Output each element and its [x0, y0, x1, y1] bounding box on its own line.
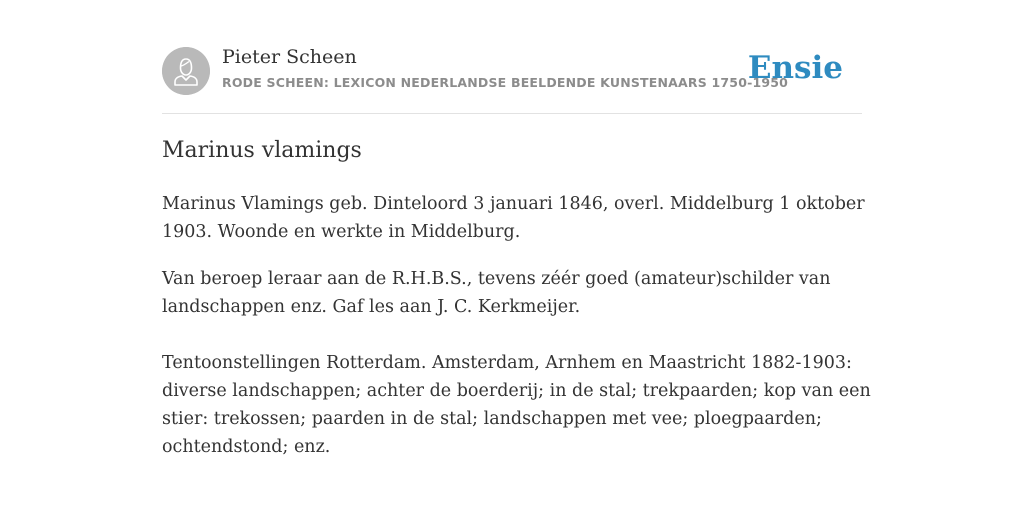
article-paragraph — [162, 190, 865, 246]
ensie-logo[interactable]: Ensie — [747, 50, 843, 86]
article-paragraph — [162, 265, 862, 321]
user-icon[interactable] — [162, 47, 210, 95]
source-title[interactable]: RODE SCHEEN: LEXICON NEDERLANDSE BEELDENDE KUNSTENAARS 1750-1950 — [222, 75, 789, 90]
header-divider — [162, 113, 862, 114]
paragraph-line: Marinus Vlamings geb. Dinteloord 3 januari 1846, overl. Middelburg 1 oktober — [162, 194, 865, 214]
author-name[interactable]: Pieter Scheen — [222, 46, 357, 68]
paragraph-line: 1903. Woonde en werkte in Middelburg. — [162, 222, 521, 242]
paragraph-line: Tentoonstellingen Rotterdam. Amsterdam, Arnhem en Maastricht 1882-1903: — [162, 353, 852, 373]
paragraph-line: ochtendstond; enz. — [162, 437, 331, 457]
paragraph-line: diverse landschappen; achter de boerderij; in de stal; trekpaarden; kop van een — [162, 381, 871, 401]
article-title: Marinus vlamings — [162, 138, 362, 163]
paragraph-line: Van beroep leraar aan de R.H.B.S., tevens zéér goed (amateur)schilder van — [162, 269, 831, 289]
article-paragraph — [162, 349, 871, 461]
paragraph-line: stier: trekossen; paarden in de stal; landschappen met vee; ploegpaarden; — [162, 409, 822, 429]
author-header — [162, 46, 862, 96]
paragraph-line: landschappen enz. Gaf les aan J. C. Kerkmeijer. — [162, 297, 581, 317]
